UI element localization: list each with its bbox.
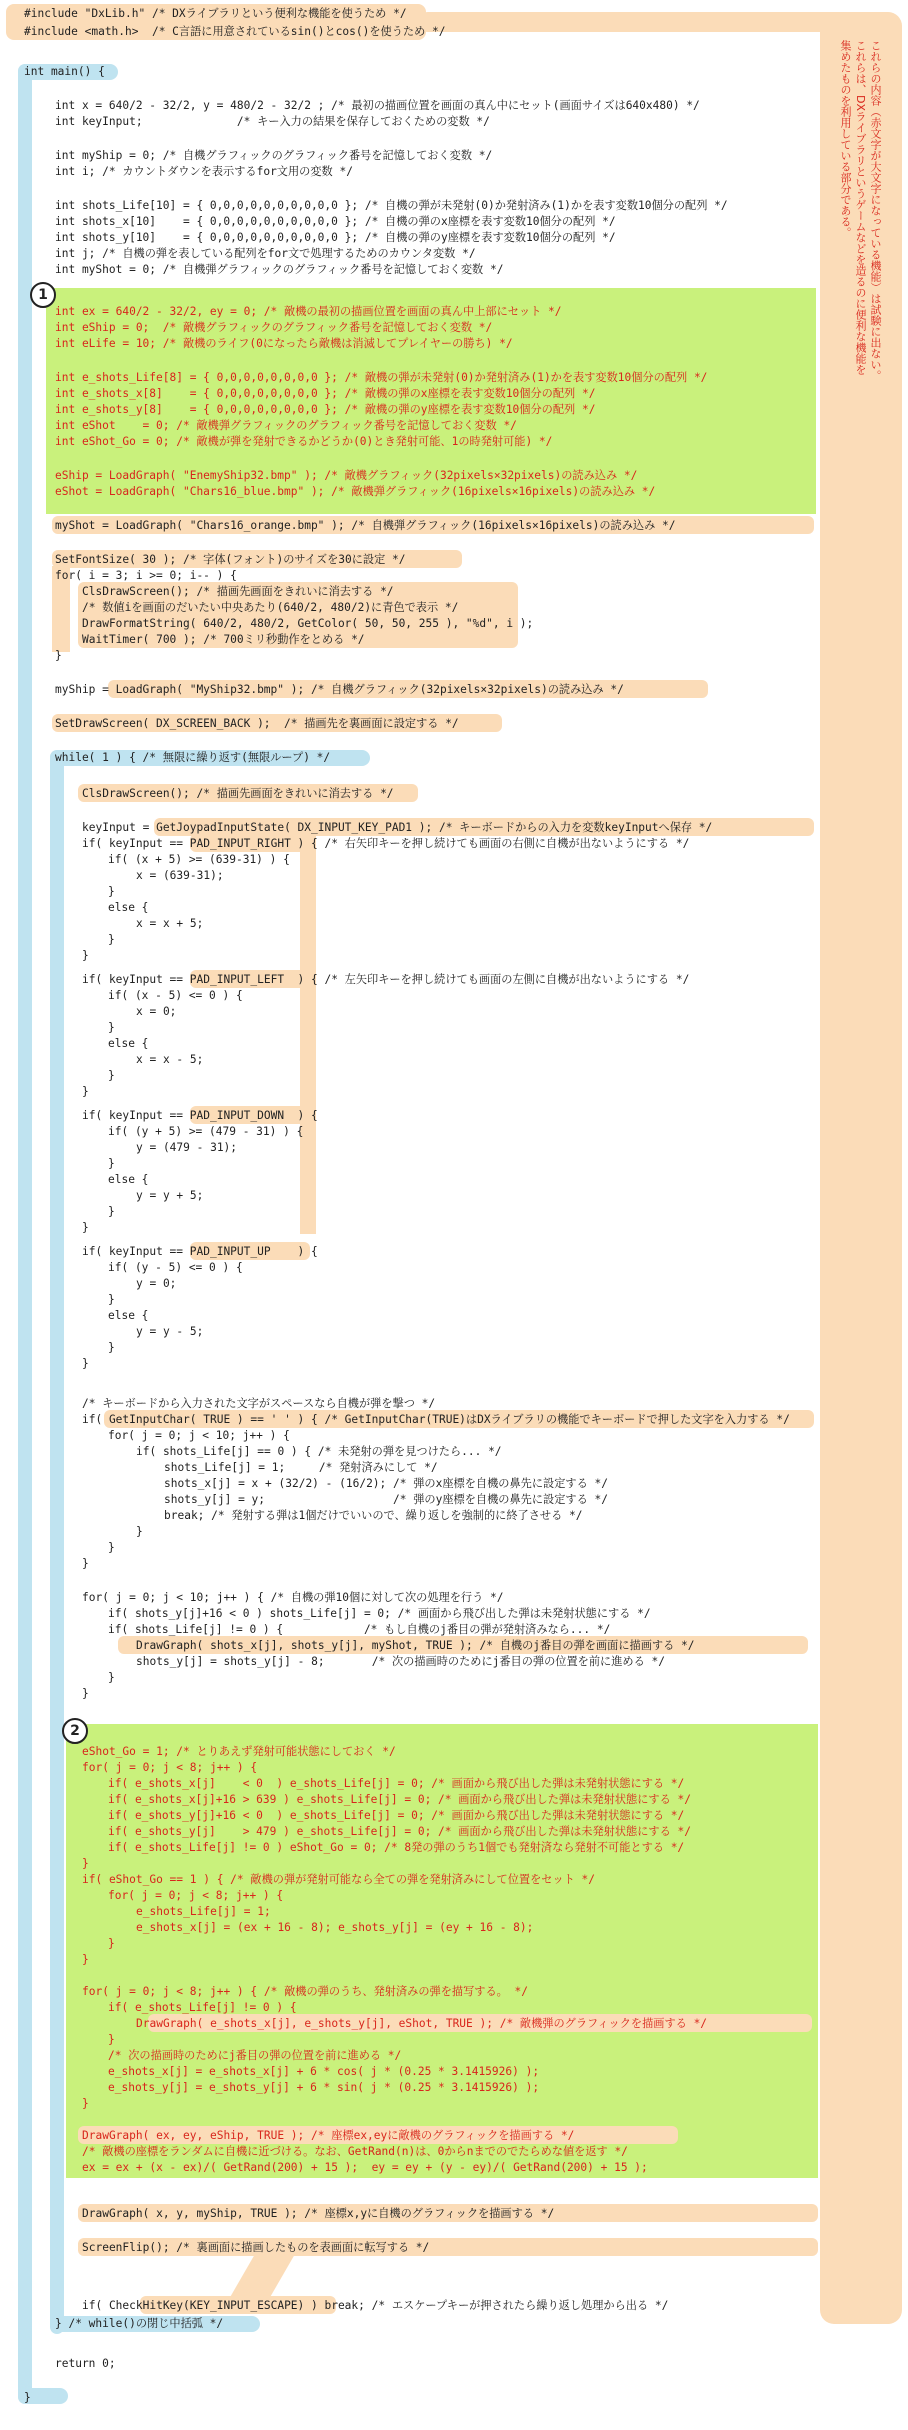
code-line: if( (x - 5) <= 0 ) { [108, 989, 243, 1002]
code-line: int e_shots_Life[8] = { 0,0,0,0,0,0,0,0 }; /* 敵機の弾が未発射(0)か発射済み(1)かを表す変数10個分の配列 */ [55, 371, 708, 384]
code-line: } [136, 1525, 143, 1538]
code-line: shots_Life[j] = 1; /* 発射済みにして */ [164, 1461, 438, 1474]
code-line: } /* while()の閉じ中括弧 */ [55, 2317, 224, 2330]
code-line: int myShip = 0; /* 自機グラフィックのグラフィック番号を記憶しておく変数 */ [55, 149, 493, 162]
code-line: int eLife = 10; /* 敵機のライフ(0になったら敵機は消滅してプレイヤーの勝ち) */ [55, 337, 513, 350]
code-line: x = (639-31); [136, 869, 224, 882]
code-line: for( j = 0; j < 10; j++ ) { /* 自機の弾10個に対して次の処理を行う */ [82, 1591, 504, 1604]
code-line: for( j = 0; j < 8; j++ ) { [108, 1889, 284, 1902]
code-line: if( (x + 5) >= (639-31) ) { [108, 853, 290, 866]
code-line: keyInput = GetJoypadInputState( DX_INPUT_KEY_PAD1 ); /* キーボードからの入力を変数keyInputへ保存 */ [82, 821, 713, 834]
code-line: int myShot = 0; /* 自機弾グラフィックのグラフィック番号を記憶しておく変数 */ [55, 263, 504, 276]
code-line: DrawGraph( ex, ey, eShip, TRUE ); /* 座標ex,eyに敵機のグラフィックを描画する */ [82, 2129, 575, 2142]
code-line: ex = ex + (x - ex)/( GetRand(200) + 15 ); ey = ey + (y - ey)/( GetRand(200) + 15 ); [82, 2161, 648, 2174]
code-line: int i; /* カウントダウンを表示するfor文用の変数 */ [55, 165, 353, 178]
badge-1: 1 [30, 282, 56, 308]
code-line: for( j = 0; j < 8; j++ ) { [82, 1761, 258, 1774]
code-line: shots_x[j] = x + (32/2) - (16/2); /* 弾のx座標を自機の鼻先に設定する */ [164, 1477, 608, 1490]
code-line: else { [108, 901, 149, 914]
code-line: int shots_y[10] = { 0,0,0,0,0,0,0,0,0,0 }; /* 自機の弾のy座標を表す変数10個分の配列 */ [55, 231, 616, 244]
code-line: if( keyInput == PAD_INPUT_DOWN ) { [82, 1109, 318, 1122]
code-line: e_shots_x[j] = e_shots_x[j] + 6 * cos( j * (0.25 * 3.1415926) ); [108, 2065, 540, 2078]
code-line: /* 次の描画時のためにj番目の弾の位置を前に進める */ [108, 2049, 402, 2062]
code-line: for( i = 3; i >= 0; i-- ) { [55, 569, 237, 582]
code-line: if( shots_Life[j] == 0 ) { /* 未発射の弾を見つけたら... */ [136, 1445, 502, 1458]
side-note: これらの内容（赤文字が大文字になっている機能）は試験に出ない。 これらは、DXライブラリというゲームなどを造るのに便利な機能を 集めたものを利用している部分である。 [839, 40, 882, 381]
code-line: ClsDrawScreen(); /* 描画先画面をきれいに消去する */ [82, 585, 394, 598]
code-line: } [82, 2097, 89, 2110]
code-line: shots_y[j] = shots_y[j] - 8; /* 次の描画時のためにj番目の弾の位置を前に進める */ [136, 1655, 666, 1668]
code-line: if( (y - 5) <= 0 ) { [108, 1261, 243, 1274]
code-line: if( e_shots_x[j] < 0 ) e_shots_Life[j] = 0; /* 画面から飛び出した弾は未発射状態にする */ [108, 1777, 685, 1790]
code-line: if( keyInput == PAD_INPUT_LEFT ) { /* 左矢印キーを押し続けても画面の左側に自機が出ないようにする */ [82, 973, 690, 986]
code-line: /* 敵機の座標をランダムに自機に近づける。なお、GetRand(n)は、0からnまでのでたらめな値を返す */ [82, 2145, 628, 2158]
code-line: for( j = 0; j < 10; j++ ) { [108, 1429, 290, 1442]
code-line: return 0; [55, 2357, 116, 2370]
code-line: else { [108, 1173, 149, 1186]
code-line: if( e_shots_y[j] > 479 ) e_shots_Life[j] = 0; /* 画面から飛び出した弾は未発射状態にする */ [108, 1825, 692, 1838]
code-line: #include <math.h> /* C言語に用意されているsin()とcos()を使うため */ [24, 25, 446, 38]
code-line: } [82, 1857, 89, 1870]
code-line: /* キーボードから入力された文字がスペースなら自機が弾を撃つ */ [82, 1397, 436, 1410]
code-line: y = y - 5; [136, 1325, 204, 1338]
code-line: break; /* 発射する弾は1個だけでいいので、繰り返しを強制的に終了させる */ [164, 1509, 583, 1522]
code-line: int x = 640/2 - 32/2, y = 480/2 - 32/2 ; /* 最初の描画位置を画面の真ん中にセット(画面サイズは640x480) */ [55, 99, 700, 112]
code-line: } [108, 885, 115, 898]
code-line: if( GetInputChar( TRUE ) == ' ' ) { /* GetInputChar(TRUE)はDXライブラリの機能でキーボードで押した文字を入力する */ [82, 1413, 790, 1426]
code-line: if( CheckHitKey(KEY_INPUT_ESCAPE) ) break; /* エスケープキーが押されたら繰り返し処理から出る */ [82, 2299, 669, 2312]
code-line: e_shots_y[j] = e_shots_y[j] + 6 * sin( j * (0.25 * 3.1415926) ); [108, 2081, 540, 2094]
code-line: int e_shots_y[8] = { 0,0,0,0,0,0,0,0 }; /* 敵機の弾のy座標を表す変数10個分の配列 */ [55, 403, 596, 416]
code-line: if( e_shots_Life[j] != 0 ) { [108, 2001, 297, 2014]
code-line: } [82, 1557, 89, 1570]
code-line: if( keyInput == PAD_INPUT_UP ) { [82, 1245, 318, 1258]
code-line: e_shots_Life[j] = 1; [136, 1905, 271, 1918]
code-line: if( eShot_Go == 1 ) { /* 敵機の弾が発射可能なら全ての弾を発射済みにして位置をセット */ [82, 1873, 596, 1886]
code-line: myShip = LoadGraph( "MyShip32.bmp" ); /* 自機グラフィック(32pixels×32pixels)の読み込み */ [55, 683, 624, 696]
code-line: ClsDrawScreen(); /* 描画先画面をきれいに消去する */ [82, 787, 394, 800]
code-line: if( e_shots_x[j]+16 > 639 ) e_shots_Life[j] = 0; /* 画面から飛び出した弾は未発射状態にする */ [108, 1793, 692, 1806]
code-line: DrawFormatString( 640/2, 480/2, GetColor( 50, 50, 255 ), "%d", i ); [82, 617, 534, 630]
badge-2: 2 [62, 1718, 88, 1744]
code-line: } [55, 649, 62, 662]
code-line: DrawGraph( x, y, myShip, TRUE ); /* 座標x,yに自機のグラフィックを描画する */ [82, 2207, 555, 2220]
code-line: int eShot = 0; /* 敵機弾グラフィックのグラフィック番号を記憶しておく変数 */ [55, 419, 517, 432]
code-line: #include "DxLib.h" /* DXライブラリという便利な機能を使うため */ [24, 7, 407, 20]
code-line: if( shots_Life[j] != 0 ) { /* もし自機のj番目の弾が発射済みなら... */ [108, 1623, 611, 1636]
code-line: if( e_shots_y[j]+16 < 0 ) e_shots_Life[j] = 0; /* 画面から飛び出した弾は未発射状態にする */ [108, 1809, 685, 1822]
code-line: } [108, 1937, 115, 1950]
code-line: x = x + 5; [136, 917, 204, 930]
code-line: } [24, 2391, 31, 2404]
code-line: } [82, 1085, 89, 1098]
code-line: if( e_shots_Life[j] != 0 ) eShot_Go = 0; /* 8発の弾のうち1個でも発射済なら発射不可能とする */ [108, 1841, 685, 1854]
code-line: eShot_Go = 1; /* とりあえず発射可能状態にしておく */ [82, 1745, 396, 1758]
code-line: DrawGraph( shots_x[j], shots_y[j], myShot, TRUE ); /* 自機のj番目の弾を画面に描画する */ [136, 1639, 695, 1652]
code-line: } [108, 1541, 115, 1554]
code-line: e_shots_x[j] = (ex + 16 - 8); e_shots_y[j] = (ey + 16 - 8); [136, 1921, 534, 1934]
code-line: } [82, 1953, 89, 1966]
code-line: int ex = 640/2 - 32/2, ey = 0; /* 敵機の最初の描画位置を画面の真ん中上部にセット */ [55, 305, 562, 318]
code-line: myShot = LoadGraph( "Chars16_orange.bmp" ); /* 自機弾グラフィック(16pixels×16pixels)の読み込み */ [55, 519, 676, 532]
code-line: eShip = LoadGraph( "EnemyShip32.bmp" ); /* 敵機グラフィック(32pixels×32pixels)の読み込み */ [55, 469, 638, 482]
code-line: } [108, 933, 115, 946]
code-line: } [108, 1671, 115, 1684]
code-line: int shots_x[10] = { 0,0,0,0,0,0,0,0,0,0 }; /* 自機の弾のx座標を表す変数10個分の配列 */ [55, 215, 616, 228]
code-line: y = y + 5; [136, 1189, 204, 1202]
code-line: } [108, 1157, 115, 1170]
code-line: } [108, 1069, 115, 1082]
code-line: if( shots_y[j]+16 < 0 ) shots_Life[j] = 0; /* 画面から飛び出した弾は未発射状態にする */ [108, 1607, 651, 1620]
code-line: else { [108, 1037, 149, 1050]
code-line: int eShot_Go = 0; /* 敵機が弾を発射できるかどうか(0)とき発射可能、1の時発射可能) */ [55, 435, 553, 448]
code-line: eShot = LoadGraph( "Chars16_blue.bmp" ); /* 敵機弾グラフィック(16pixels×16pixels)の読み込み */ [55, 485, 656, 498]
code-line: int eShip = 0; /* 敵機グラフィックのグラフィック番号を記憶しておく変数 */ [55, 321, 493, 334]
code-line: y = 0; [136, 1277, 177, 1290]
code-line: while( 1 ) { /* 無限に繰り返す(無限ループ) */ [55, 751, 331, 764]
code-line: } [108, 1205, 115, 1218]
code-line: } [82, 949, 89, 962]
code-line: int e_shots_x[8] = { 0,0,0,0,0,0,0,0 }; /* 敵機の弾のx座標を表す変数10個分の配列 */ [55, 387, 596, 400]
code-line: for( j = 0; j < 8; j++ ) { /* 敵機の弾のうち、発射済みの弾を描写する。 */ [82, 1985, 529, 1998]
code-line: WaitTimer( 700 ); /* 700ミリ秒動作をとめる */ [82, 633, 365, 646]
code-line: } [82, 1221, 89, 1234]
code-line: DrawGraph( e_shots_x[j], e_shots_y[j], eShot, TRUE ); /* 敵機弾のグラフィックを描画する */ [136, 2017, 708, 2030]
code-line: else { [108, 1309, 149, 1322]
code-line: /* 数値iを画面のだいたい中央あたり(640/2, 480/2)に青色で表示 */ [82, 601, 459, 614]
code-line: y = (479 - 31); [136, 1141, 238, 1154]
code-line: int j; /* 自機の弾を表している配列をfor文で処理するためのカウンタ変数 */ [55, 247, 476, 260]
code-line: if( keyInput == PAD_INPUT_RIGHT ) { /* 右矢印キーを押し続けても画面の右側に自機が出ないようにする */ [82, 837, 690, 850]
code-line: } [108, 1293, 115, 1306]
code-line: } [82, 1357, 89, 1370]
code-line: } [82, 1687, 89, 1700]
code-line: } [108, 1341, 115, 1354]
code-line: x = x - 5; [136, 1053, 204, 1066]
code-line: } [108, 1021, 115, 1034]
code-line: } [108, 2033, 115, 2046]
code-line: ScreenFlip(); /* 裏画面に描画したものを表画面に転写する */ [82, 2241, 430, 2254]
code-line: SetFontSize( 30 ); /* 字体(フォント)のサイズを30に設定 */ [55, 553, 406, 566]
code-line: SetDrawScreen( DX_SCREEN_BACK ); /* 描画先を裏画面に設定する */ [55, 717, 459, 730]
code-line: int shots_Life[10] = { 0,0,0,0,0,0,0,0,0,0 }; /* 自機の弾が未発射(0)か発射済み(1)かを表す変数10個分の配列 */ [55, 199, 728, 212]
code-line: if( (y + 5) >= (479 - 31) ) { [108, 1125, 304, 1138]
code-line: int main() { [24, 65, 105, 78]
code-line: int keyInput; /* キー入力の結果を保存しておくための変数 */ [55, 115, 490, 128]
code-line: x = 0; [136, 1005, 177, 1018]
code-line: shots_y[j] = y; /* 弾のy座標を自機の鼻先に設定する */ [164, 1493, 608, 1506]
